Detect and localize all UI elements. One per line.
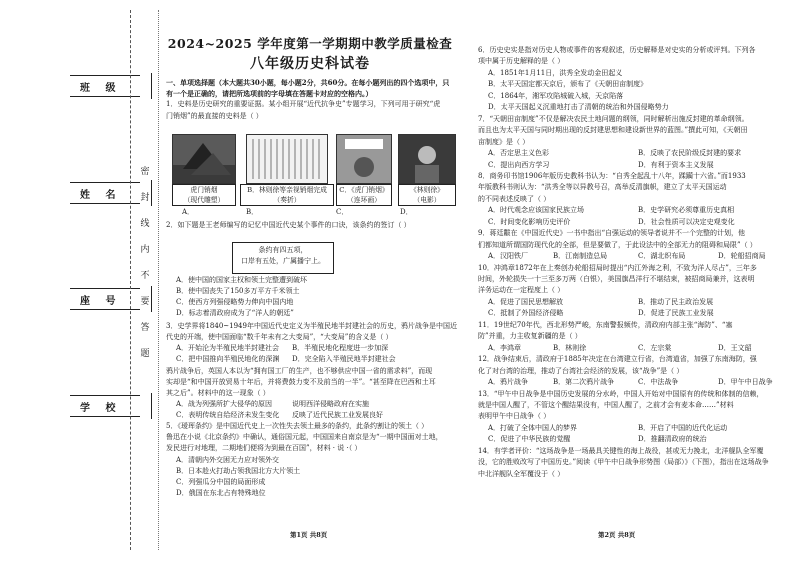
text-line: C．提出向西方学习 — [488, 160, 550, 169]
mnemonic-line: 口岸有五处，广属播宁上。 — [241, 257, 325, 265]
text-line: D．俄国在东北占有特殊地位 — [176, 489, 266, 497]
text-line: 洋务运动在一定程度上（ ） — [478, 286, 565, 295]
text-line: 项中属于历史解释的是（ ） — [478, 57, 565, 66]
option-c: C． — [336, 208, 349, 216]
text-line: 们都知道所谓国防现代化的全部，但是要做了，于此设法中的全部无力的阻碍和局限”（ ） — [478, 240, 757, 249]
text-line: 8．商务印书馆1906年版历史教科书认为：“自秀全起乱十八年，蹂躏十六省。”而1933 — [478, 171, 746, 180]
text-line: 反映了近代民族工业发展良好 — [292, 411, 383, 419]
movie-poster-image — [398, 134, 456, 184]
text-line: A．开始沦为半殖民地半封建社会 — [176, 344, 280, 352]
text-line: 10．冲鸿章1872年在上奏创办轮船招局时提出“内江外海之利，不致为洋人尽占”，三年多 — [478, 263, 757, 272]
text-line: D．太平天国起义沉重地打击了清朝的统治和外国侵略势力 — [488, 103, 669, 112]
class-label: 班 级 — [80, 83, 122, 94]
text-line: 14．有学者评价：“这场战争是一场最具关键性的海上战役，甚或无力挽北，北洋舰队全军覆 — [478, 446, 764, 455]
text-line: B．史学研究必须尊重历史真相 — [638, 206, 735, 215]
text-line: B．推动了民主政治发展 — [638, 297, 714, 306]
text-line: B．林则徐 — [553, 343, 587, 352]
text-line: 就是中国人醒了，不管这个醒结果没有，中国人醒了，之前才会有麦本命……”材料 — [478, 400, 734, 409]
text-line: 化了对台湾的治理，推动了台湾社会经济的发展，该“战争”是（ ） — [478, 366, 684, 375]
text-line: A．鸦片战争 — [488, 378, 529, 387]
text-line: 防”并重，力主收复新疆的是（ ） — [478, 332, 582, 341]
text-line: A．促进了国民思想解放 — [488, 297, 564, 306]
name-label: 姓 名 — [80, 190, 122, 201]
text-line: 7．“天朝田亩制度”不仅是解决农民土地问题的纲领，同时解析出施反封建的革命纲领。 — [478, 114, 749, 123]
text-line: 12．战争结束后，清政府于1885年决定在台湾建立行省，台湾道省，加强了东南海防，强 — [478, 355, 757, 364]
text-line: B．半殖民地化程度进一步加深 — [292, 344, 389, 352]
caption-c: C．《虎门销烟》 （连环画） — [336, 184, 392, 206]
seal-char: 要 — [140, 297, 150, 307]
option-d: D． — [400, 208, 413, 216]
text-line: 3．史学界将1840~1949年中国近代史定义为半殖民地半封建社会的历史，鸦片战争是中国近 — [166, 322, 457, 330]
text-line: A．使中国的国家主权和领土完整遭到破坏 — [176, 276, 308, 284]
text-line: D．推翻清政府的统治 — [638, 435, 707, 444]
text-line: D．促进了民族工业发展 — [638, 309, 714, 318]
text-line: C．左宗棠 — [638, 343, 672, 352]
seal-char: 封 — [140, 193, 150, 203]
text-line: B．使中国丧失了150多万平方千米领土 — [176, 287, 300, 295]
text-line: D．标志着清政府成为了“洋人的朝廷” — [176, 309, 294, 317]
text-line: A．时代观念应该国家民族立场 — [488, 206, 585, 215]
text-line: A．战为列强所扩大侵华的原因 — [176, 400, 273, 408]
option-a: A． — [182, 208, 195, 216]
seal-char: 不 — [140, 271, 150, 281]
text-line: D．有利于资本主义发展 — [638, 160, 714, 169]
text-line: 没，它的胜败改写了中国历史。”阅读《甲午中日战争形势图（局部）》（下图），指出在这场战争 — [478, 458, 769, 467]
text-line: 年版教科书则认为：“洪秀全等以异教号召，高举反清旗帜，建立了太平天国运动 — [478, 183, 727, 192]
text-line: D．轮船招商局 — [718, 252, 766, 261]
text-line: 11．19世纪70年代，西北形势严峻，东南警报频传，清政府内部主张“海防”、“塞 — [478, 320, 733, 329]
text-line: 2．如下题是王老师编写的记忆中国近代史某个事件的口诀，该条约的签订（ ） — [166, 221, 411, 229]
text-line: C．使西方列强侵略势力伸向中国内地 — [176, 298, 294, 306]
text-line: D．完全陷入半殖民地半封建社会 — [292, 355, 396, 363]
text-line: C．表明传统自给经济未发生变化 — [176, 411, 280, 419]
text-line: 6．历史史实是指对历史人物或事件的客观叙述，历史解释是对史实的分析或评判。下列各 — [478, 46, 756, 54]
text-line: A．打破了全体中国人的梦界 — [488, 423, 578, 432]
text-line: A．汉阳铁厂 — [488, 252, 529, 261]
text-line: D．社会性质可以决定史观变化 — [638, 217, 735, 226]
text-line: C．中法战争 — [638, 378, 679, 387]
mnemonic-box — [232, 242, 334, 274]
text-line: 说明西洋侵略政府在实施 — [292, 400, 369, 408]
seal-char: 题 — [140, 349, 150, 359]
text-line: D．王文韶 — [718, 343, 752, 352]
text-line: A．1851年1月11日，洪秀全发动金田起义 — [488, 68, 623, 77]
text-line: 亩制度》是（ ） — [478, 137, 530, 146]
binding-strip — [0, 0, 150, 561]
text-line: 实却是“和中国开放贸易十年后，并将费鼓力变不及前当的一半”。“甚至降在巴西和土耳 — [166, 378, 436, 386]
seal-char: 线 — [140, 219, 150, 229]
text-line: A．清朝内外交困无力应对领外交 — [176, 456, 280, 464]
text-line: C．湖北织布局 — [638, 252, 686, 261]
text-line: 而且也为太平天国与同时期出现的反封建思想和建设新世界的蓝图。”撰此可知，《天朝田 — [478, 126, 748, 135]
exam-subtitle: 八年级历史科试卷 — [250, 56, 370, 72]
seal-line — [130, 10, 131, 550]
sculpture-image — [172, 134, 236, 184]
text-line: C．1864年，湘军攻陷城破入城，天京陷落 — [488, 91, 624, 100]
text-line: 鲁迅在小说《北京条约》中确认，通俗国元起，中国国来自南京是为“一期中国面对土地， — [166, 433, 443, 441]
seal-char: 密 — [140, 167, 150, 177]
text-line: 1．史料是历史研究的重要证据。某小组开展“近代抗争史”专题学习，下列可用于研究“虎 — [166, 100, 441, 109]
seal-char: 内 — [140, 245, 150, 255]
caption-a: 虎门销烟 （现代雕塑） — [172, 184, 236, 206]
exam-title: 2024~2025 学年度第一学期期中教学质量检查 — [167, 36, 453, 51]
text-line: 表明甲午中日战争（ ） — [478, 412, 551, 421]
text-line: B．日本趁火打劫占领我国北方大片领土 — [176, 467, 301, 475]
text-line: A．李鸿章 — [488, 343, 522, 352]
text-line: D．甲午中日战争 — [718, 378, 773, 387]
caption-b: B．林则徐等亲视销烟完成 （奏折） — [240, 184, 334, 206]
text-line: 鸦片战争后，英国人本以为“拥有国工厂的生产，也不够供应中国一省的需求料”，而现 — [166, 367, 433, 375]
seat-label: 座 号 — [80, 296, 122, 307]
comic-image — [336, 134, 392, 184]
text-line: 其之后”。材料中的这一现象（ ） — [166, 389, 270, 397]
text-line: B．江南制造总局 — [553, 252, 608, 261]
right-page-number: 第2页 共8页 — [598, 531, 636, 539]
text-line: 的不同表述反映了（ ） — [478, 194, 551, 203]
text-line: C．时间变化影响历史评价 — [488, 217, 571, 226]
text-line: B．开启了中国的近代化运动 — [638, 423, 728, 432]
text-line: C．列强瓜分中国的局面形成 — [176, 478, 266, 486]
fold-line — [158, 10, 159, 550]
option-b: B． — [246, 208, 259, 216]
caption-d: 《林则徐》 （电影） — [398, 184, 456, 206]
text-line: B．第二次鸦片战争 — [553, 378, 615, 387]
seal-char: 答 — [140, 323, 150, 333]
text-line: 发民进行对地理，二期地们便将为到最在百国”，材料 · 说 ·（ ） — [166, 444, 362, 452]
mnemonic-line: 条约有四五项， — [258, 246, 308, 254]
text-line: C．促进了中华民族的觉醒 — [488, 435, 571, 444]
text-line: C．抵制了外国经济侵略 — [488, 309, 564, 318]
section-heading: 有一个是正确的，请把所选项前的字母填在答题卡对应的空格内。） — [166, 89, 373, 99]
text-line: 中北洋舰队全军覆没于（ ） — [478, 469, 565, 478]
text-line: A．否定思主义色彩 — [488, 149, 550, 158]
text-line: B．太平天国定都天京后，颁布了《天朝田亩制度》 — [488, 80, 648, 89]
text-line: 5．《瑷珲条约》是中国近代史上一次性失去领土最多的条约，此条约割让的领土（ ） — [166, 422, 429, 430]
section-heading: 一、单项选择题（本大题共30小题，每小题2分，共60分。在每小题列出的四个选项中，只 — [166, 78, 450, 87]
school-label: 学 校 — [80, 403, 122, 414]
text-line: 13．“甲午中日战争是中国历史发展的分水岭，中国人开始对中国原有的传统和体制的信赖， — [478, 389, 764, 398]
text-line: C．把中国推向半殖民地化的深渊 — [176, 355, 280, 363]
text-line: 9．蒋廷黻在《中国近代史》一书中指出“自强运动的领导者说并不一个完整的计划，他 — [478, 229, 746, 238]
memorial-document-image — [246, 134, 328, 184]
left-page-number: 第1页 共8页 — [290, 531, 328, 539]
text-line: B．反映了农民阶级反封建的要求 — [638, 149, 742, 158]
text-line: 门销烟”的最直接的史料是（ ） — [166, 111, 263, 120]
text-line: 代史的开端，使中国面临“数千年未有之大变局”，“大变局”的含义是（ ） — [166, 333, 393, 341]
text-line: 时间，外轮损失一十三至多万两（白银），美国旗昌洋行不堪结束，被招商局兼并，这表明 — [478, 275, 755, 283]
